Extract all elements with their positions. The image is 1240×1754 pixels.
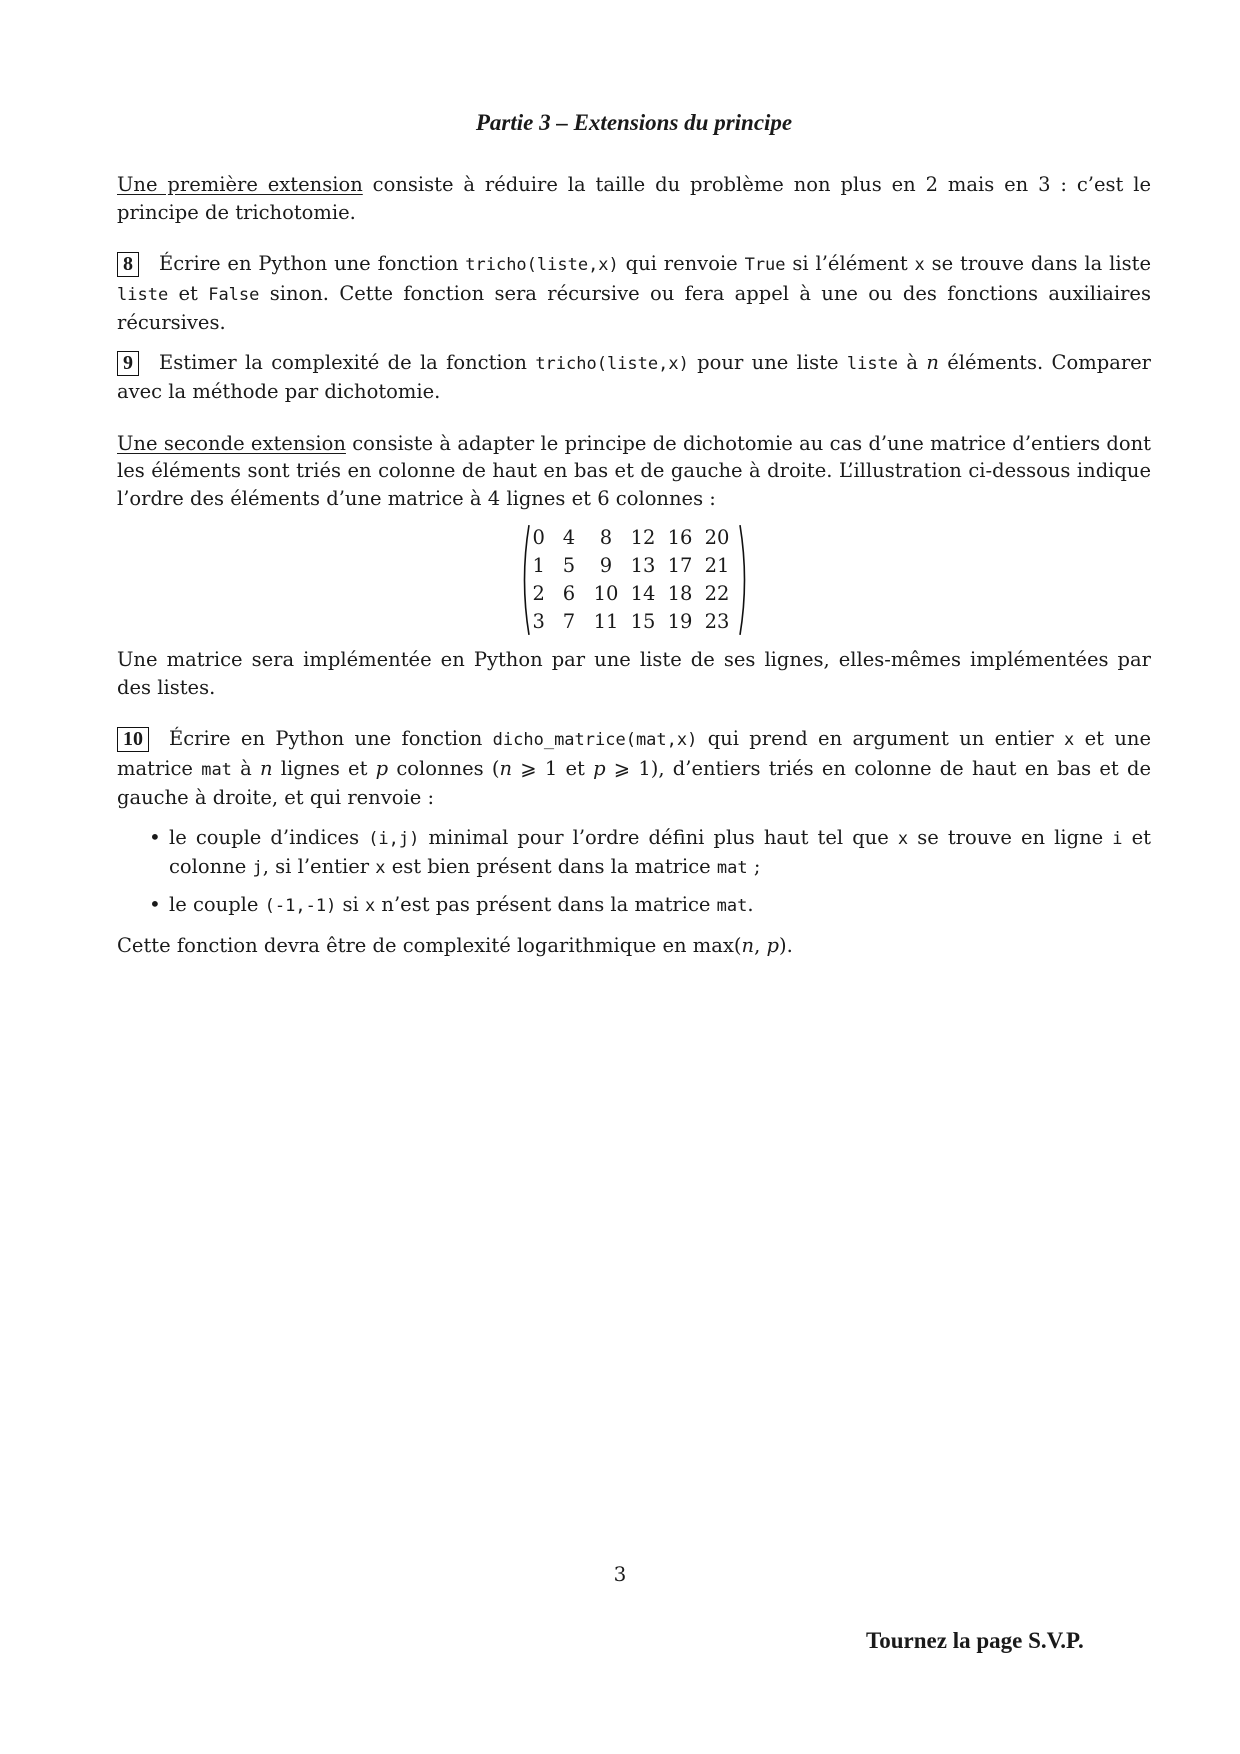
implementation-note: Une matrice sera implémentée en Python par une liste de ses lignes, elles-mêmes implémentées par des listes.: [117, 648, 1151, 699]
q10-math-p: p: [375, 756, 389, 780]
b1-text-1: le couple d’indices: [169, 825, 369, 849]
q8-text-1: Écrire en Python une fonction: [159, 252, 466, 275]
q10-text-4: à: [231, 756, 260, 780]
matrix-cell: 12: [630, 526, 656, 549]
b1-text-2: minimal pour l’ordre défini plus haut tel que: [419, 825, 898, 849]
matrix-cell: 16: [667, 526, 693, 549]
question-8: [117, 250, 1151, 337]
q10-text-7: ⩾ 1 et: [512, 756, 594, 780]
cx-math-p: p: [766, 934, 779, 957]
b2-code-3: mat: [716, 895, 748, 916]
q10-code-3: mat: [201, 759, 232, 780]
list-item: [169, 891, 1151, 921]
q9-math-n: n: [926, 350, 939, 374]
b2-text-1: le couple: [169, 892, 265, 916]
q9-text-4: éléments. Comparer avec la méthode par dichotomie.: [117, 350, 1151, 403]
question-9: [117, 349, 1151, 406]
q10-code-2: x: [1064, 730, 1075, 750]
matrix-cell: 4: [562, 526, 576, 549]
q10-text-3: et une matrice: [117, 727, 1152, 780]
q10-text-5: lignes et: [272, 756, 376, 780]
b1-text-4: et colonne: [169, 825, 1151, 878]
page-number: 3: [613, 1562, 627, 1586]
matrix-row: [533, 580, 736, 608]
q8-code-1: tricho(liste,x): [465, 255, 619, 275]
q8-text-5: et: [168, 281, 209, 305]
intro-trichotomy: [117, 171, 1151, 226]
return-values-list: [117, 824, 1151, 921]
matrix-cell: 22: [704, 582, 730, 605]
b1-code-4: j: [252, 858, 263, 878]
matrix-cell: 19: [667, 610, 693, 633]
b2-code-1: (-1,-1): [264, 895, 337, 916]
matrix-cell: 15: [630, 610, 656, 633]
question-number-8: 8: [117, 252, 139, 277]
b1-code-5: x: [375, 858, 386, 878]
matrix-cell: 23: [704, 610, 730, 633]
matrix-cell: 13: [630, 554, 656, 577]
q8-code-5: False: [208, 284, 260, 305]
b2-code-2: x: [364, 895, 376, 916]
matrix-cell: 11: [593, 610, 619, 633]
cx-text-2: ,: [754, 934, 767, 957]
matrix-cell: 20: [704, 526, 730, 549]
section-title: Partie 3 – Extensions du principe: [475, 110, 793, 135]
matrix-cell: 9: [599, 554, 613, 577]
matrix-cell: 1: [532, 554, 545, 577]
q10-text-1: Écrire en Python une fonction: [169, 727, 493, 750]
matrix-cell: 3: [532, 610, 545, 633]
b1-code-1: (i,j): [368, 828, 420, 849]
matrix-cell: 10: [593, 582, 619, 605]
matrix-row: [533, 524, 736, 552]
cx-text-3: ).: [778, 934, 793, 957]
page-content: [117, 108, 1151, 984]
q10-code-1: dicho_matrice(mat,x): [492, 730, 698, 750]
matrix-body: [533, 524, 736, 636]
q8-code-4: liste: [117, 284, 169, 305]
q8-text-6: sinon. Cette fonction sera récursive ou fera appel à une ou des fonctions auxiliaires récursives.: [117, 281, 1151, 334]
b2-text-2: si: [336, 892, 365, 916]
matrix-cell: 0: [532, 526, 545, 549]
q9-text-1: Estimer la complexité de la fonction: [159, 350, 536, 374]
b2-text-4: .: [747, 892, 754, 916]
matrix-row: [533, 552, 736, 580]
q10-math-n-2: n: [499, 756, 513, 780]
matrix-cell: 18: [667, 582, 693, 605]
underlined-phrase-2: Une seconde extension: [117, 431, 346, 455]
question-10: [117, 725, 1151, 812]
q10-math-p-2: p: [593, 756, 606, 780]
b1-text-6: est bien présent dans la matrice: [385, 855, 717, 878]
b1-code-3: i: [1112, 828, 1123, 849]
b1-code-2: x: [897, 828, 909, 849]
q8-code-3: x: [914, 255, 925, 275]
list-item: [169, 824, 1151, 883]
right-parenthesis-icon: [738, 524, 750, 636]
cx-text-1: Cette fonction devra être de complexité logarithmique en max(: [117, 934, 742, 957]
matrix-cell: 21: [704, 554, 730, 577]
matrix-cell: 8: [599, 526, 613, 549]
matrix-cell: 14: [630, 582, 656, 605]
q10-text-2: qui prend en argument un entier: [697, 727, 1065, 750]
q9-text-3: à: [898, 350, 927, 374]
question-number-9: 9: [117, 351, 139, 376]
intro2-text: consiste à adapter le principe de dichotomie au cas d’une matrice d’entiers dont les éléments sont triés en colonne de haut en bas et de gauche à droite. L’illustration ci-dessous indique l’ordre des éléments d’une matrice à 4 lignes et 6 colonnes :: [117, 431, 1151, 510]
q8-text-3: si l’élément: [785, 252, 915, 275]
matrix-cell: 2: [532, 582, 545, 605]
matrix-cell: 6: [562, 582, 576, 605]
turn-page-note: Tournez la page S.V.P.: [866, 1628, 1084, 1653]
q9-text-2: pour une liste: [688, 350, 847, 374]
intro-text: consiste à réduire la taille du problème non plus en 2 mais en 3 : c’est le principe de trichotomie.: [117, 173, 1151, 224]
matrix-cell: 5: [562, 554, 576, 577]
matrix: [519, 524, 750, 636]
q8-code-2: True: [744, 255, 786, 275]
b1-text-5: , si l’entier: [262, 855, 376, 878]
q9-code-2: liste: [846, 353, 899, 374]
q8-text-2: qui renvoie: [618, 252, 745, 275]
matrix-cell: 7: [562, 610, 576, 633]
matrix-row: [533, 608, 736, 636]
cx-math-n: n: [741, 934, 755, 957]
b2-text-3: n’est pas présent dans la matrice: [375, 892, 717, 916]
matrix-illustration: [117, 524, 1151, 636]
q10-text-8: ⩾ 1), d’entiers triés en colonne de haut en bas et de gauche à droite, et qui renvoie :: [117, 756, 1152, 809]
b1-text-3: se trouve en ligne: [908, 825, 1113, 849]
q10-text-6: colonnes (: [388, 756, 500, 780]
left-parenthesis-icon: [519, 524, 531, 636]
matrix-table: [533, 524, 736, 636]
underlined-phrase: Une première extension: [117, 173, 363, 196]
q8-text-4: se trouve dans la liste: [924, 252, 1151, 275]
b1-text-7: ;: [747, 855, 761, 878]
question-number-10: 10: [117, 727, 149, 752]
intro-matrix-extension: [117, 430, 1151, 513]
matrix-cell: 17: [667, 554, 693, 577]
q10-math-n: n: [260, 756, 273, 780]
q9-code-1: tricho(liste,x): [535, 353, 689, 374]
complexity-requirement: [117, 932, 1151, 960]
b1-code-6: mat: [716, 858, 748, 878]
